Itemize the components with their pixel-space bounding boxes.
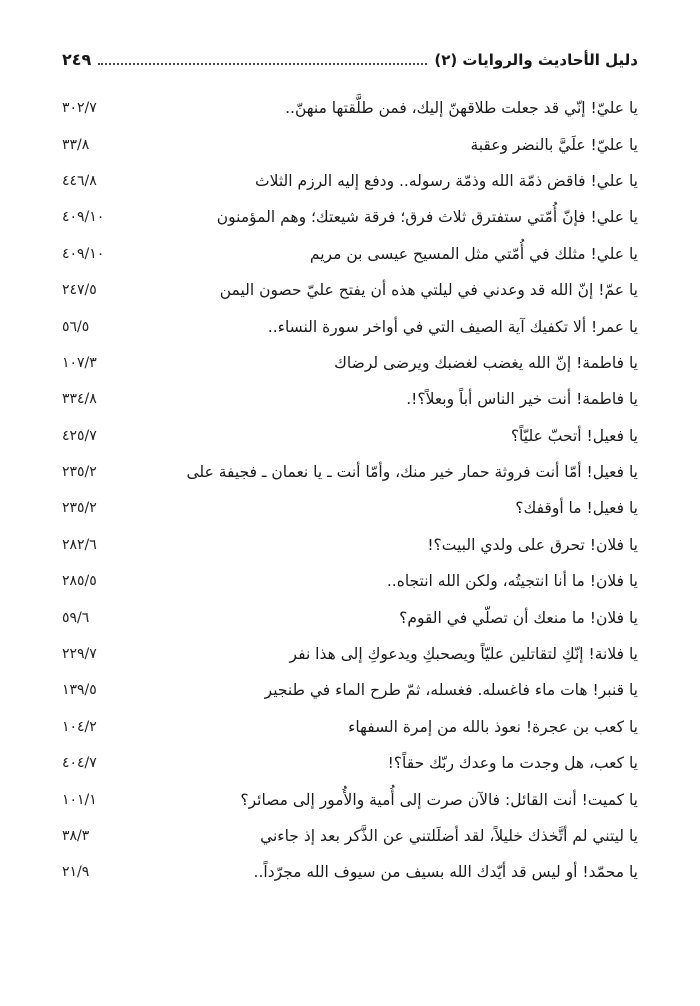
- entry-row: [62, 90, 638, 126]
- entry-row: [62, 345, 638, 381]
- entry-row: [62, 490, 638, 526]
- entry-text: يا علي! فاقض ذمّة الله وذمّة رسوله.. ودفع إليه الرزم الثلاث: [255, 171, 638, 190]
- entry-text: يا فاطمة! أنت خير الناس أباً وبعلاً؟!.: [406, 390, 638, 409]
- entry-text: يا فاطمة! إنّ الله يغضب لغضبك ويرضى لرضاك: [334, 353, 638, 372]
- entry-text: يا فعيل! أتحبّ عليّاً؟: [510, 426, 638, 445]
- page-number: ٢٤٩: [62, 50, 92, 69]
- entry-row: [62, 381, 638, 417]
- entry-text: يا علي! فإنّ أُمّتي ستفترق ثلاث فرق؛ فرقة شيعتك؛ وهم المؤمنون: [216, 208, 638, 227]
- entry-ref: ٢٤٧/٥: [62, 282, 97, 299]
- entry-row: [62, 308, 638, 344]
- entry-ref: ٢٨٢/٦: [62, 536, 97, 553]
- entry-ref: ٢٣٥/٢: [62, 500, 97, 517]
- entry-ref: ٣٣٤/٨: [62, 391, 97, 408]
- entry-ref: ٣٠٢/٧: [62, 100, 97, 117]
- entry-text: يا محمّد! أو ليس قد أيّدك الله بسيف من سيوف الله مجرّداً..: [253, 863, 638, 882]
- entry-text: يا علي! مثلك في أُمّتي مثل المسيح عيسى بن مريم: [309, 244, 638, 263]
- entry-ref: ٤٠٩/١٠: [62, 209, 105, 226]
- entry-ref: ٤٠٤/٧: [62, 755, 97, 772]
- entry-row: [62, 781, 638, 817]
- entry-ref: ٣٨/٣: [62, 828, 90, 844]
- entry-text: يا فلانة! إنّكِ لتقاتلين عليّاً ويصحبكِ ويدعوكِ إلى هذا نفر: [289, 645, 638, 664]
- entry-text: يا فلان! ما أنا انتجيتُه، ولكن الله انتجاه..: [386, 572, 638, 591]
- entry-row: [62, 709, 638, 745]
- entry-row: [62, 672, 638, 708]
- page-header: [62, 50, 638, 69]
- entry-text: يا عمر! ألا تكفيك آية الصيف التي في أواخر سورة النساء..: [267, 317, 638, 336]
- entry-text: يا فعيل! أمّا أنت فروثة حمار خير منك، وأمّا أنت ـ يا نعمان ـ فجيفة على: [186, 463, 638, 482]
- entry-row: [62, 272, 638, 308]
- entry-row: [62, 599, 638, 635]
- entry-ref: ٢٨٥/٥: [62, 573, 97, 590]
- entry-ref: ٤٠٩/١٠: [62, 245, 105, 262]
- entry-text: يا فلان! ما منعك أن تصلّي في القوم؟: [399, 608, 638, 627]
- entries-list: [62, 90, 638, 891]
- entry-text: يا ليتني لم أتَّخذك خليلاً، لقد أضلَلتني عن الذَّكر بعد إذ جاءني: [260, 827, 638, 845]
- entry-row: [62, 236, 638, 272]
- entry-row: [62, 126, 638, 162]
- entry-row: [62, 418, 638, 454]
- entry-text: يا قنبر! هات ماء فاغسله. فغسله، ثمّ طرح الماء في طنجير: [264, 681, 638, 700]
- entry-text: يا عليّ! علَيَّ بالنضر وعقبة: [470, 135, 638, 154]
- book-title: دليل الأحاديث والروايات (٢): [434, 51, 638, 69]
- entry-ref: ٣٣/٨: [62, 136, 90, 153]
- entry-text: يا فعيل! ما أوقفك؟: [515, 499, 638, 518]
- dotted-leader: [98, 63, 427, 65]
- entry-row: [62, 527, 638, 563]
- entry-ref: ١٣٩/٥: [62, 682, 97, 699]
- entry-ref: ٢٣٥/٢: [62, 464, 97, 481]
- entry-ref: ٤٤٦/٨: [62, 172, 97, 189]
- entry-text: يا عمّ! إنّ الله قد وعدني في ليلتي هذه أن يفتح عليّ حصون اليمن: [219, 281, 638, 300]
- entry-ref: ١٠٧/٣: [62, 354, 97, 371]
- entry-row: [62, 163, 638, 199]
- entry-text: يا كميت! أنت القائل: فالآن صرت إلى أُمية والأُمور إلى مصائر؟: [240, 790, 638, 809]
- entry-row: [62, 745, 638, 781]
- entry-ref: ١٠١/١: [62, 791, 97, 808]
- entry-text: يا فلان! تحرق على ولدي البيت؟!: [427, 535, 638, 554]
- entry-row: [62, 854, 638, 890]
- entry-ref: ٤٢٥/٧: [62, 427, 97, 444]
- entry-ref: ٢١/٩: [62, 864, 90, 881]
- entry-ref: ١٠٤/٢: [62, 718, 97, 735]
- entry-ref: ٥٦/٥: [62, 318, 90, 335]
- entry-row: [62, 563, 638, 599]
- entry-row: [62, 454, 638, 490]
- entry-ref: ٥٩/٦: [62, 609, 90, 626]
- entry-text: يا كعب، هل وجدت ما وعدك ربّك حقاً؟!: [387, 754, 638, 773]
- entry-text: يا كعب بن عجرة! نعوذ بالله من إمرة السفهاء: [348, 717, 638, 736]
- entry-row: [62, 818, 638, 854]
- entry-ref: ٢٢٩/٧: [62, 646, 97, 663]
- entry-row: [62, 636, 638, 672]
- entry-text: يا عليّ! إنّي قد جعلت طلاقهنّ إليك، فمن طلَّقتها منهنّ..: [285, 99, 638, 118]
- entry-row: [62, 199, 638, 235]
